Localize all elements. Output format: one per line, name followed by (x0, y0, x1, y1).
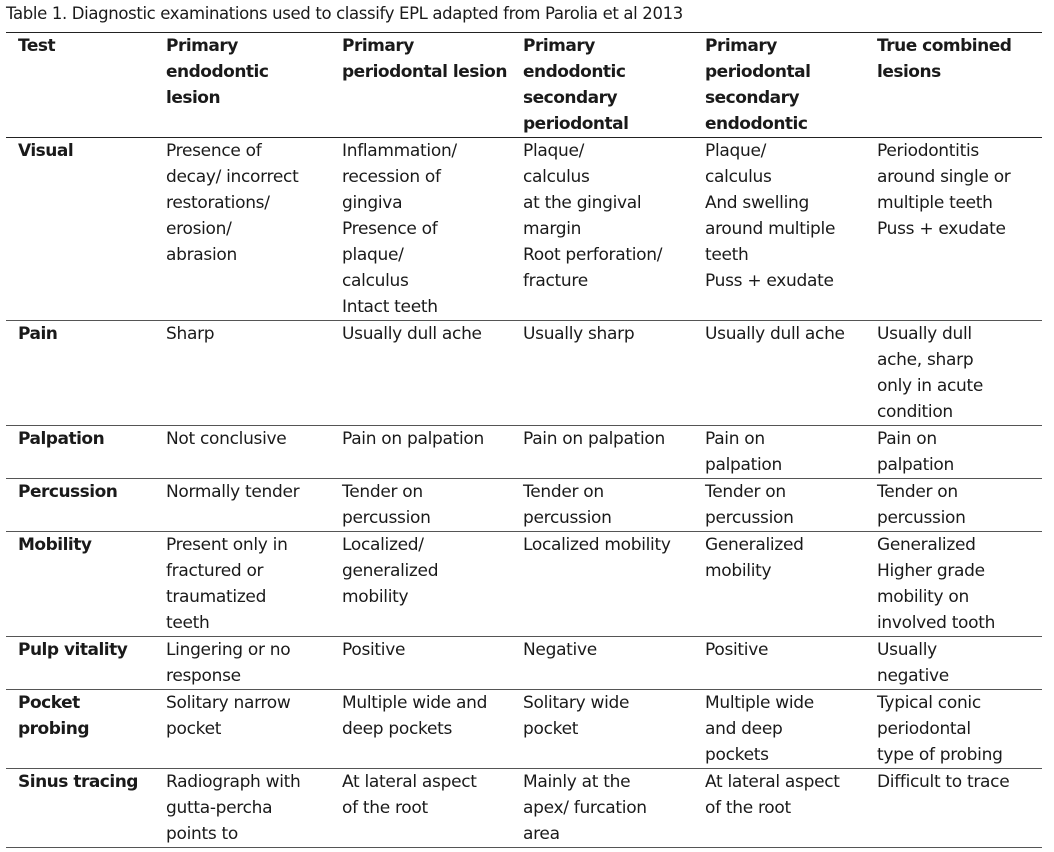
table-cell (865, 769, 1042, 848)
cell-line: Multiple wide and (342, 693, 488, 713)
column-header-line: periodontal (523, 114, 629, 134)
cell-line: of the root (342, 798, 428, 818)
column-header-line: Primary (166, 36, 238, 56)
cell-line: Positive (705, 640, 769, 660)
table-cell (330, 690, 511, 769)
table-cell (511, 690, 693, 769)
cell-line: Lingering or no (166, 640, 291, 660)
row-test-name (6, 426, 154, 479)
test-name-line: Pocket (18, 693, 80, 713)
row-test-name (6, 769, 154, 848)
test-name-line: Visual (18, 141, 74, 161)
test-name-line: probing (18, 719, 89, 739)
column-header-line: Primary (523, 36, 595, 56)
cell-line: condition (877, 402, 953, 422)
cell-line: restorations/ (166, 193, 270, 213)
cell-line: Intact teeth (342, 297, 438, 317)
table-cell (154, 321, 330, 426)
cell-line: percussion (342, 508, 431, 528)
column-header-line: lesions (877, 62, 941, 82)
cell-line: Negative (523, 640, 597, 660)
table-cell (154, 532, 330, 637)
table-cell (330, 321, 511, 426)
cell-line: Pain on (877, 429, 937, 449)
cell-line: Presence of (342, 219, 438, 239)
cell-line: Usually dull (877, 324, 972, 344)
row-test-name (6, 690, 154, 769)
cell-line: pocket (166, 719, 222, 739)
cell-line: generalized (342, 561, 439, 581)
table-cell (693, 532, 865, 637)
table-cell (511, 769, 693, 848)
cell-line: Radiograph with (166, 772, 301, 792)
cell-line: around single or (877, 167, 1011, 187)
column-header-line: Primary (705, 36, 777, 56)
cell-line: palpation (877, 455, 955, 475)
cell-line: abrasion (166, 245, 237, 265)
cell-line: Usually dull ache (342, 324, 482, 344)
test-name-line: Palpation (18, 429, 105, 449)
table-cell (511, 321, 693, 426)
cell-line: Usually dull ache (705, 324, 845, 344)
cell-line: negative (877, 666, 949, 686)
test-name-line: Pulp vitality (18, 640, 128, 660)
cell-line: periodontal (877, 719, 971, 739)
cell-line: Pain on palpation (342, 429, 484, 449)
cell-line: fractured or (166, 561, 264, 581)
column-header-0 (6, 33, 154, 138)
cell-line: And swelling (705, 193, 809, 213)
cell-line: multiple teeth (877, 193, 993, 213)
cell-line: Localized/ (342, 535, 424, 555)
test-name-line: Sinus tracing (18, 772, 138, 792)
table-cell (693, 426, 865, 479)
cell-line: Puss + exudate (705, 271, 834, 291)
column-header-line: endodontic (166, 62, 269, 82)
cell-line: area (523, 824, 560, 844)
table-cell (865, 426, 1042, 479)
cell-line: Not conclusive (166, 429, 287, 449)
cell-line: Presence of (166, 141, 262, 161)
cell-line: traumatized (166, 587, 267, 607)
cell-line: Usually (877, 640, 937, 660)
cell-line: recession of (342, 167, 441, 187)
cell-line: percussion (877, 508, 966, 528)
column-header-line: secondary (523, 88, 618, 108)
cell-line: Generalized (877, 535, 976, 555)
cell-line: Sharp (166, 324, 215, 344)
cell-line: Higher grade (877, 561, 985, 581)
table-cell (154, 479, 330, 532)
table-row (6, 479, 1042, 532)
cell-line: mobility on (877, 587, 969, 607)
cell-line: Tender on (877, 482, 958, 502)
table-row (6, 690, 1042, 769)
column-header-line: True combined (877, 36, 1012, 56)
table-cell (511, 637, 693, 690)
cell-line: Pain on (705, 429, 765, 449)
row-test-name (6, 321, 154, 426)
table-cell (865, 637, 1042, 690)
test-name-line: Percussion (18, 482, 118, 502)
cell-line: fracture (523, 271, 588, 291)
table-cell (865, 138, 1042, 321)
table-header (6, 33, 1042, 138)
cell-line: calculus (705, 167, 772, 187)
cell-line: points to (166, 824, 238, 844)
column-header-5 (865, 33, 1042, 138)
cell-line: Tender on (342, 482, 423, 502)
cell-line: Root perforation/ (523, 245, 663, 265)
table-cell (865, 479, 1042, 532)
row-test-name (6, 637, 154, 690)
table-cell (511, 479, 693, 532)
row-test-name (6, 138, 154, 321)
table-row (6, 637, 1042, 690)
cell-line: type of probing (877, 745, 1003, 765)
test-name-line: Mobility (18, 535, 92, 555)
table-cell (511, 426, 693, 479)
table-cell (330, 769, 511, 848)
table-cell (693, 138, 865, 321)
cell-line: percussion (705, 508, 794, 528)
cell-line: Solitary narrow (166, 693, 291, 713)
cell-line: gutta-percha (166, 798, 273, 818)
cell-line: Difficult to trace (877, 772, 1010, 792)
table-row (6, 769, 1042, 848)
cell-line: Typical conic (877, 693, 981, 713)
table-body (6, 138, 1042, 848)
cell-line: calculus (342, 271, 409, 291)
column-header-line: periodontal (705, 62, 811, 82)
column-header-line: secondary (705, 88, 800, 108)
row-test-name (6, 532, 154, 637)
table-cell (865, 321, 1042, 426)
cell-line: mobility (342, 587, 409, 607)
cell-line: erosion/ (166, 219, 232, 239)
cell-line: and deep (705, 719, 783, 739)
cell-line: of the root (705, 798, 791, 818)
diagnostic-table (6, 32, 1042, 848)
column-header-line: periodontal lesion (342, 62, 507, 82)
cell-line: gingiva (342, 193, 403, 213)
cell-line: around multiple (705, 219, 836, 239)
table-cell (330, 532, 511, 637)
table-cell (154, 138, 330, 321)
cell-line: decay/ incorrect (166, 167, 299, 187)
cell-line: Periodontitis (877, 141, 979, 161)
table-cell (154, 426, 330, 479)
header-row (6, 33, 1042, 138)
table-cell (154, 769, 330, 848)
table-cell (865, 690, 1042, 769)
column-header-line: endodontic (523, 62, 626, 82)
cell-line: Puss + exudate (877, 219, 1006, 239)
cell-line: only in acute (877, 376, 984, 396)
table-cell (693, 479, 865, 532)
cell-line: Present only in (166, 535, 288, 555)
column-header-line: Primary (342, 36, 414, 56)
cell-line: mobility (705, 561, 772, 581)
cell-line: Solitary wide (523, 693, 630, 713)
cell-line: margin (523, 219, 582, 239)
cell-line: involved tooth (877, 613, 996, 633)
cell-line: Usually sharp (523, 324, 635, 344)
column-header-line: Test (18, 36, 56, 56)
cell-line: Pain on palpation (523, 429, 665, 449)
cell-line: At lateral aspect (705, 772, 840, 792)
cell-line: palpation (705, 455, 783, 475)
cell-line: Plaque/ (523, 141, 585, 161)
table-cell (154, 690, 330, 769)
column-header-1 (154, 33, 330, 138)
cell-line: Normally tender (166, 482, 300, 502)
cell-line: Plaque/ (705, 141, 767, 161)
cell-line: calculus (523, 167, 590, 187)
table-row (6, 426, 1042, 479)
cell-line: Multiple wide (705, 693, 814, 713)
cell-line: deep pockets (342, 719, 453, 739)
table-cell (511, 532, 693, 637)
table-cell (330, 426, 511, 479)
column-header-line: endodontic (705, 114, 808, 134)
cell-line: Inflammation/ (342, 141, 457, 161)
cell-line: pocket (523, 719, 579, 739)
cell-line: Mainly at the (523, 772, 631, 792)
cell-line: at the gingival (523, 193, 642, 213)
table-row (6, 138, 1042, 321)
row-test-name (6, 479, 154, 532)
table-cell (693, 637, 865, 690)
cell-line: Generalized (705, 535, 804, 555)
table-cell (330, 479, 511, 532)
column-header-3 (511, 33, 693, 138)
cell-line: At lateral aspect (342, 772, 477, 792)
table-cell (865, 532, 1042, 637)
test-name-line: Pain (18, 324, 58, 344)
cell-line: ache, sharp (877, 350, 974, 370)
cell-line: Tender on (523, 482, 604, 502)
column-header-line: lesion (166, 88, 221, 108)
table-cell (330, 637, 511, 690)
cell-line: teeth (166, 613, 210, 633)
table-cell (693, 690, 865, 769)
table-caption: Table 1. Diagnostic examinations used to classify EPL adapted from Parolia et al 2013 (6, 4, 683, 23)
table-row (6, 532, 1042, 637)
table-cell (511, 138, 693, 321)
table-cell (154, 637, 330, 690)
cell-line: Tender on (705, 482, 786, 502)
table-row (6, 321, 1042, 426)
cell-line: percussion (523, 508, 612, 528)
table-cell (693, 321, 865, 426)
cell-line: teeth (705, 245, 749, 265)
cell-line: apex/ furcation (523, 798, 647, 818)
column-header-2 (330, 33, 511, 138)
column-header-4 (693, 33, 865, 138)
table-cell (693, 769, 865, 848)
cell-line: pockets (705, 745, 769, 765)
cell-line: plaque/ (342, 245, 404, 265)
cell-line: Localized mobility (523, 535, 671, 555)
cell-line: Positive (342, 640, 406, 660)
cell-line: response (166, 666, 241, 686)
table-cell (330, 138, 511, 321)
